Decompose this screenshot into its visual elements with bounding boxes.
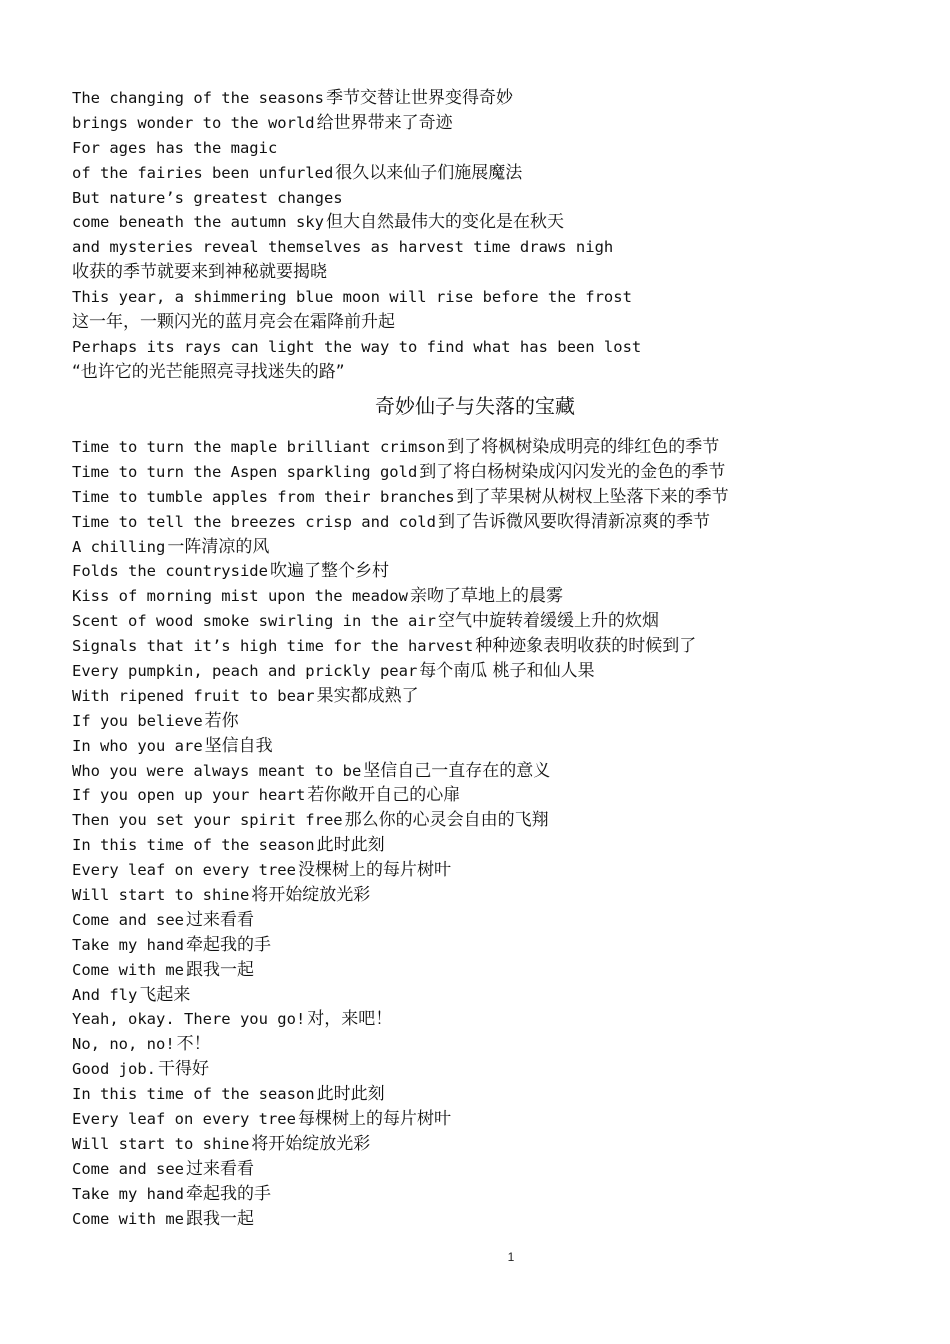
lyric-chinese: 飞起来 xyxy=(139,984,191,1005)
lyric-chinese: 过来看看 xyxy=(185,909,254,930)
lyric-line xyxy=(72,1057,912,1082)
lyric-line xyxy=(72,634,912,659)
lyric-english: This year, a shimmering blue moon will rise before the frost xyxy=(72,288,632,307)
lyric-line xyxy=(72,983,912,1008)
lyric-english: Come with me xyxy=(72,960,184,979)
lyric-line xyxy=(72,858,912,883)
lyric-english: The changing of the seasons xyxy=(72,89,324,107)
lyric-chinese: 空气中旋转着缓缓上升的炊烟 xyxy=(437,611,659,632)
lyric-line xyxy=(72,460,912,485)
lyric-english: Will start to shine xyxy=(72,886,250,905)
lyric-chinese: 收获的季节就要来到神秘就要揭晓 xyxy=(72,262,327,283)
lyric-chinese: 干得好 xyxy=(158,1059,209,1080)
lyric-english: Good job. xyxy=(72,1060,156,1079)
intro-lyrics xyxy=(72,86,892,385)
lyric-line xyxy=(72,235,892,260)
lyric-line xyxy=(72,360,892,385)
lyric-english: Perhaps its rays can light the way to find what has been lost xyxy=(72,337,642,356)
lyric-line xyxy=(72,210,892,235)
lyric-line xyxy=(72,1207,912,1232)
lyric-chinese: 但大自然最伟大的变化是在秋天 xyxy=(325,212,564,233)
lyric-english: A chilling xyxy=(72,537,166,556)
lyric-chinese: 给世界带来了奇迹 xyxy=(316,112,453,133)
lyric-english: Scent of wood smoke swirling in the air xyxy=(72,612,436,631)
lyric-line xyxy=(72,783,912,808)
lyric-line xyxy=(72,86,892,111)
lyric-line xyxy=(72,136,892,161)
lyric-english: Time to tumble apples from their branches xyxy=(72,487,455,506)
lyric-chinese: 每个南瓜 桃子和仙人果 xyxy=(419,661,595,682)
lyric-english: If you believe xyxy=(72,711,203,730)
lyric-line xyxy=(72,709,912,734)
lyric-line xyxy=(72,684,912,709)
lyric-chinese: 果实都成熟了 xyxy=(316,685,419,706)
lyric-line xyxy=(72,1107,912,1132)
lyric-chinese: 很久以来仙子们施展魔法 xyxy=(335,162,523,183)
lyric-chinese: 牵起我的手 xyxy=(185,934,271,955)
lyric-english: Time to tell the breezes crisp and cold xyxy=(72,512,436,531)
lyric-line xyxy=(72,285,892,310)
lyric-chinese: 那么你的心灵会自由的飞翔 xyxy=(344,810,549,831)
lyric-english: Come and see xyxy=(72,910,184,929)
lyric-english: Then you set your spirit free xyxy=(72,811,343,830)
lyric-line xyxy=(72,485,912,510)
lyric-line xyxy=(72,111,892,136)
lyric-line xyxy=(72,833,912,858)
lyric-english: Come with me xyxy=(72,1209,184,1228)
lyric-line xyxy=(72,559,912,584)
lyric-line xyxy=(72,1007,912,1032)
lyric-chinese: 过来看看 xyxy=(185,1158,254,1179)
lyric-line xyxy=(72,510,912,535)
lyric-line xyxy=(72,958,912,983)
lyric-line xyxy=(72,759,912,784)
lyric-english: In this time of the season xyxy=(72,836,315,855)
lyric-english: Every leaf on every tree xyxy=(72,861,296,880)
lyric-line xyxy=(72,609,912,634)
lyric-chinese: 坚信自己一直存在的意义 xyxy=(363,760,551,781)
lyric-english: Signals that it’s high time for the harvest xyxy=(72,637,474,656)
lyric-english: For ages has the magic xyxy=(72,138,278,157)
lyric-chinese: 一阵清凉的风 xyxy=(167,536,270,557)
lyric-line xyxy=(72,535,912,560)
lyric-english: Come and see xyxy=(72,1159,184,1178)
lyric-chinese: 不！ xyxy=(176,1034,211,1055)
lyric-english: If you open up your heart xyxy=(72,786,306,805)
lyric-line xyxy=(72,335,892,360)
lyric-line xyxy=(72,1182,912,1207)
lyric-chinese: 这一年，一颗闪光的蓝月亮会在霜降前升起 xyxy=(72,312,395,333)
song-lyrics xyxy=(72,435,912,1232)
lyric-chinese: 每棵树上的每片树叶 xyxy=(297,1109,451,1130)
lyric-english: Time to turn the Aspen sparkling gold xyxy=(72,462,418,481)
lyric-english: Yeah, okay. There you go! xyxy=(72,1010,306,1029)
lyric-chinese: 种种迹象表明收获的时候到了 xyxy=(475,636,697,657)
lyric-chinese: 亲吻了草地上的晨雾 xyxy=(409,586,563,607)
lyric-chinese: 将开始绽放光彩 xyxy=(251,1133,371,1154)
lyric-english: No, no, no! xyxy=(72,1035,175,1054)
lyric-english: And fly xyxy=(72,985,138,1004)
lyric-line xyxy=(72,310,892,335)
lyric-english: and mysteries reveal themselves as harvest time draws nigh xyxy=(72,238,614,257)
lyric-line xyxy=(72,1032,912,1057)
lyric-line xyxy=(72,933,912,958)
page-number: 1 xyxy=(507,1250,515,1264)
lyric-english: In this time of the season xyxy=(72,1085,315,1104)
lyric-chinese: 若你 xyxy=(204,710,239,731)
lyric-english: In who you are xyxy=(72,736,203,755)
lyric-chinese: 此时此刻 xyxy=(316,1084,385,1105)
lyric-english: Who you were always meant to be xyxy=(72,761,362,780)
lyric-chinese: 牵起我的手 xyxy=(185,1183,271,1204)
lyric-line xyxy=(72,161,892,186)
lyric-english: Kiss of morning mist upon the meadow xyxy=(72,587,408,606)
lyric-english: Time to turn the maple brilliant crimson xyxy=(72,438,446,456)
lyric-line xyxy=(72,186,892,211)
lyric-line xyxy=(72,808,912,833)
lyric-line xyxy=(72,734,912,759)
lyric-chinese: 若你敞开自己的心扉 xyxy=(307,785,461,806)
lyric-english: Every pumpkin, peach and prickly pear xyxy=(72,662,418,681)
lyric-chinese: 没棵树上的每片树叶 xyxy=(297,860,451,881)
lyric-english: brings wonder to the world xyxy=(72,113,315,132)
lyric-line xyxy=(72,1132,912,1157)
lyric-chinese: 跟我一起 xyxy=(185,959,254,980)
lyric-chinese: 此时此刻 xyxy=(316,835,385,856)
lyric-chinese: 跟我一起 xyxy=(185,1208,254,1229)
lyric-chinese: 到了告诉微风要吹得清新凉爽的季节 xyxy=(437,511,710,532)
lyric-chinese: 季节交替让世界变得奇妙 xyxy=(325,88,513,108)
lyric-english: Take my hand xyxy=(72,935,184,954)
lyric-english: With ripened fruit to bear xyxy=(72,686,315,705)
lyric-chinese: 到了苹果树从树杈上坠落下来的季节 xyxy=(456,486,729,507)
song-title: 奇妙仙子与失落的宝藏 xyxy=(375,394,575,418)
lyric-english: But nature’s greatest changes xyxy=(72,188,343,207)
lyric-english: Folds the countryside xyxy=(72,562,268,581)
lyric-english: Will start to shine xyxy=(72,1134,250,1153)
lyric-chinese: 到了将枫树染成明亮的绯红色的季节 xyxy=(447,437,720,457)
lyric-english: Every leaf on every tree xyxy=(72,1110,296,1129)
lyric-chinese: 对，来吧！ xyxy=(307,1009,393,1030)
lyric-line xyxy=(72,435,912,460)
lyric-english: come beneath the autumn sky xyxy=(72,213,324,232)
lyric-chinese: 到了将白杨树染成闪闪发光的金色的季节 xyxy=(419,461,726,482)
lyric-english: of the fairies been unfurled xyxy=(72,163,334,182)
lyric-english: Take my hand xyxy=(72,1184,184,1203)
lyric-line xyxy=(72,584,912,609)
lyric-line xyxy=(72,883,912,908)
lyric-chinese: 坚信自我 xyxy=(204,735,273,756)
lyric-chinese: 吹遍了整个乡村 xyxy=(269,561,389,582)
lyric-line xyxy=(72,1157,912,1182)
lyric-line xyxy=(72,908,912,933)
lyric-line xyxy=(72,659,912,684)
lyric-chinese: 将开始绽放光彩 xyxy=(251,885,371,906)
lyric-chinese: “也许它的光芒能照亮寻找迷失的路” xyxy=(72,361,345,382)
lyric-line xyxy=(72,1082,912,1107)
lyric-line xyxy=(72,260,892,285)
